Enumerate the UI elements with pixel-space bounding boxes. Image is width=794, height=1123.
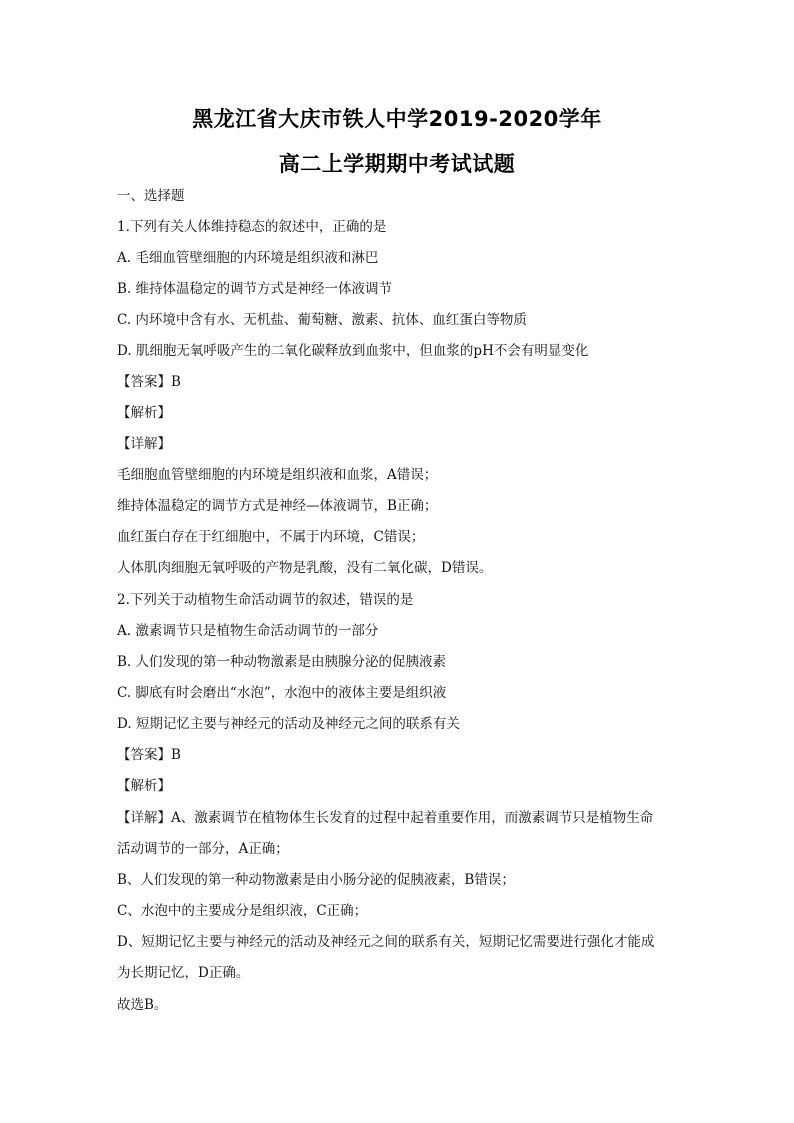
question-2-option-c: C. 脚底有时会磨出“水泡”，水泡中的液体主要是组织液 — [117, 685, 447, 701]
question-2-answer: 【答案】B — [117, 747, 181, 763]
question-2-option-d: D. 短期记忆主要与神经元的活动及神经元之间的联系有关 — [117, 716, 460, 732]
question-1-explanation-line: 血红蛋白存在于红细胞中，不属于内环境，C错误； — [117, 529, 425, 545]
question-2-analysis-label: 【解析】 — [117, 778, 171, 794]
question-1-option-b: B. 维持体温稳定的调节方式是神经一体液调节 — [117, 281, 393, 297]
question-2-explanation-line: 【详解】A、激素调节在植物体生长发育的过程中起着重要作用，而激素调节只是植物生命 — [117, 810, 654, 826]
question-1-option-d: D. 肌细胞无氧呼吸产生的二氧化碳释放到血浆中，但血浆的pH不会有明显变化 — [117, 343, 589, 359]
question-1-explanation-line: 毛细胞血管壁细胞的内环境是组织液和血浆，A错误； — [117, 467, 438, 483]
question-1-explanation-line: 维持体温稳定的调节方式是神经—体液调节，B正确； — [117, 498, 438, 514]
question-2-explanation-line: C、水泡中的主要成分是组织液，C正确； — [117, 903, 368, 919]
question-2-conclusion: 故选B。 — [117, 997, 168, 1013]
question-1-option-c: C. 内环境中含有水、无机盐、葡萄糖、激素、抗体、血红蛋白等物质 — [117, 312, 527, 328]
question-1-stem: 1.下列有关人体维持稳态的叙述中，正确的是 — [117, 219, 387, 235]
question-2-explanation-line: B、人们发现的第一种动物激素是由小肠分泌的促胰液素，B错误； — [117, 872, 515, 888]
question-2-option-b: B. 人们发现的第一种动物激素是由胰腺分泌的促胰液素 — [117, 654, 447, 670]
question-1-answer: 【答案】B — [117, 374, 181, 390]
question-1-option-a: A. 毛细血管壁细胞的内环境是组织液和淋巴 — [117, 250, 379, 266]
question-1-explanation-line: 人体肌肉细胞无氧呼吸的产物是乳酸，没有二氧化碳，D错误。 — [117, 560, 493, 576]
question-2-stem: 2.下列关于动植物生命活动调节的叙述，错误的是 — [117, 592, 414, 608]
document-title-line2: 高二上学期期中考试试题 — [278, 152, 516, 176]
question-2-explanation-line: 为长期记忆，D正确。 — [117, 965, 250, 981]
question-1-analysis-label: 【解析】 — [117, 405, 171, 421]
question-2-explanation-line: D、短期记忆主要与神经元的活动及神经元之间的联系有关，短期记忆需要进行强化才能成 — [117, 934, 655, 950]
document-title-line1: 黑龙江省大庆市铁人中学2019-2020学年 — [192, 107, 602, 131]
question-1-detail-label: 【详解】 — [117, 436, 171, 452]
section-heading: 一、选择题 — [117, 188, 185, 204]
question-2-option-a: A. 激素调节只是植物生命活动调节的一部分 — [117, 623, 379, 639]
question-2-explanation-line: 活动调节的一部分，A正确； — [117, 841, 289, 857]
